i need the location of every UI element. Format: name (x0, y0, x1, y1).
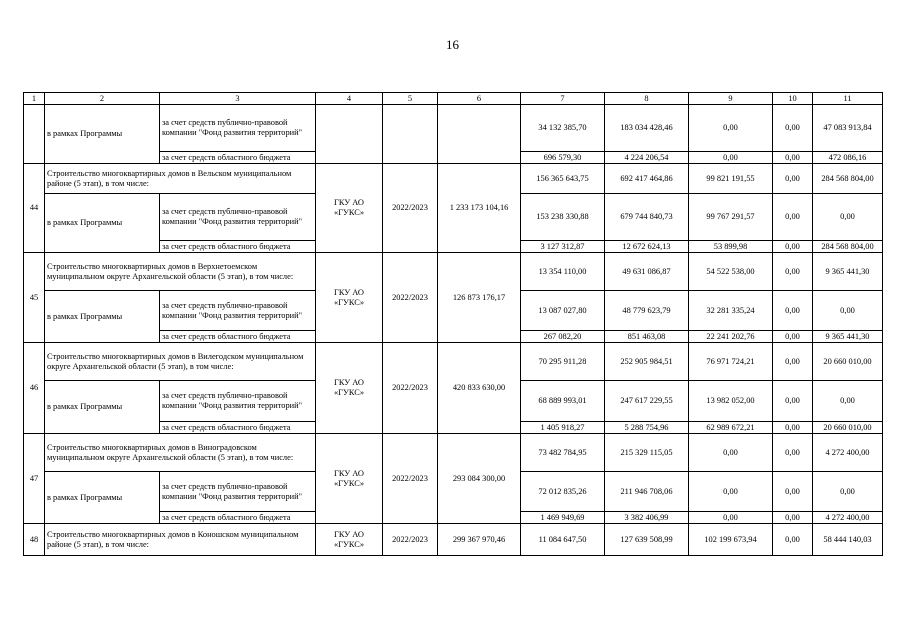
total-cost: 299 367 970,46 (438, 524, 521, 556)
executor: ГКУ АО «ГУКС» (316, 343, 383, 434)
amount-cell: 12 672 624,13 (605, 241, 689, 253)
amount-cell: 215 329 115,05 (605, 434, 689, 472)
table-row (24, 253, 883, 291)
program-label: в рамках Программы (45, 291, 160, 343)
amount-cell: 5 288 754,96 (605, 422, 689, 434)
amount-cell: 9 365 441,30 (813, 253, 883, 291)
project-title: Строительство многоквартирных домов в Вельском муниципальном районе (5 этап), в том числе: (45, 164, 316, 194)
table-row (24, 164, 883, 194)
table-row (24, 524, 883, 556)
amount-cell: 0,00 (773, 164, 813, 194)
amount-cell: 99 767 291,57 (689, 194, 773, 241)
column-number: 7 (521, 93, 605, 105)
amount-cell: 54 522 538,00 (689, 253, 773, 291)
table-row (24, 434, 883, 472)
column-number-row (24, 93, 883, 105)
regional-source-label: за счет средств областного бюджета (160, 331, 316, 343)
project-title: Строительство многоквартирных домов в Вилегодском муниципальном округе Архангельской области (5 этап), в том числе: (45, 343, 316, 381)
amount-cell: 68 889 993,01 (521, 381, 605, 422)
executor: ГКУ АО «ГУКС» (316, 524, 383, 556)
amount-cell: 0,00 (773, 343, 813, 381)
amount-cell: 0,00 (689, 152, 773, 164)
column-number: 8 (605, 93, 689, 105)
row-number: 44 (24, 164, 45, 253)
executor: ГКУ АО «ГУКС» (316, 164, 383, 253)
executor: ГКУ АО «ГУКС» (316, 434, 383, 524)
fund-source-label: за счет средств публично-правовой компании "Фонд развития территорий" (160, 194, 316, 241)
program-label: в рамках Программы (45, 194, 160, 253)
table-row (24, 105, 883, 152)
amount-cell: 73 482 784,95 (521, 434, 605, 472)
amount-cell: 13 354 110,00 (521, 253, 605, 291)
amount-cell: 692 417 464,86 (605, 164, 689, 194)
amount-cell: 247 617 229,55 (605, 381, 689, 422)
column-number: 5 (383, 93, 438, 105)
column-number: 2 (45, 93, 160, 105)
amount-cell: 267 082,20 (521, 331, 605, 343)
amount-cell: 22 241 202,76 (689, 331, 773, 343)
amount-cell: 0,00 (773, 472, 813, 512)
table-row (24, 343, 883, 381)
amount-cell: 62 989 672,21 (689, 422, 773, 434)
amount-cell: 0,00 (813, 291, 883, 331)
amount-cell: 13 982 052,00 (689, 381, 773, 422)
total-cost: 293 084 300,00 (438, 434, 521, 524)
amount-cell: 1 405 918,27 (521, 422, 605, 434)
amount-cell: 32 281 335,24 (689, 291, 773, 331)
column-number: 9 (689, 93, 773, 105)
column-number: 10 (773, 93, 813, 105)
amount-cell: 0,00 (689, 434, 773, 472)
regional-source-label: за счет средств областного бюджета (160, 241, 316, 253)
amount-cell: 72 012 835,26 (521, 472, 605, 512)
column-number: 1 (24, 93, 45, 105)
regional-source-label: за счет средств областного бюджета (160, 422, 316, 434)
amount-cell: 0,00 (773, 253, 813, 291)
amount-cell: 183 034 428,46 (605, 105, 689, 152)
amount-cell: 34 132 385,70 (521, 105, 605, 152)
total-cost: 420 833 630,00 (438, 343, 521, 434)
amount-cell: 102 199 673,94 (689, 524, 773, 556)
amount-cell: 0,00 (773, 241, 813, 253)
amount-cell: 48 779 623,79 (605, 291, 689, 331)
column-number: 6 (438, 93, 521, 105)
amount-cell: 696 579,30 (521, 152, 605, 164)
row-number: 47 (24, 434, 45, 524)
amount-cell: 53 899,98 (689, 241, 773, 253)
financing-table (23, 92, 883, 556)
regional-source-label: за счет средств областного бюджета (160, 512, 316, 524)
amount-cell: 47 083 913,84 (813, 105, 883, 152)
column-number: 4 (316, 93, 383, 105)
executor: ГКУ АО «ГУКС» (316, 253, 383, 343)
amount-cell: 0,00 (773, 512, 813, 524)
amount-cell: 0,00 (689, 105, 773, 152)
amount-cell: 679 744 840,73 (605, 194, 689, 241)
fund-source-label: за счет средств публично-правовой компании "Фонд развития территорий" (160, 291, 316, 331)
amount-cell: 0,00 (773, 422, 813, 434)
column-number: 3 (160, 93, 316, 105)
amount-cell: 3 127 312,87 (521, 241, 605, 253)
program-label: в рамках Программы (45, 381, 160, 434)
row-number: 48 (24, 524, 45, 556)
amount-cell: 0,00 (773, 194, 813, 241)
amount-cell: 49 631 086,87 (605, 253, 689, 291)
amount-cell: 851 463,08 (605, 331, 689, 343)
row-number: 46 (24, 343, 45, 434)
period: 2022/2023 (383, 434, 438, 524)
amount-cell: 0,00 (773, 105, 813, 152)
row-number: 45 (24, 253, 45, 343)
amount-cell: 9 365 441,30 (813, 331, 883, 343)
page-number: 16 (446, 37, 459, 52)
amount-cell: 0,00 (773, 524, 813, 556)
amount-cell: 252 905 984,51 (605, 343, 689, 381)
amount-cell: 0,00 (813, 472, 883, 512)
amount-cell: 284 568 804,00 (813, 241, 883, 253)
amount-cell: 0,00 (773, 434, 813, 472)
amount-cell: 0,00 (813, 381, 883, 422)
amount-cell: 284 568 804,00 (813, 164, 883, 194)
amount-cell: 99 821 191,55 (689, 164, 773, 194)
amount-cell: 0,00 (773, 291, 813, 331)
amount-cell: 70 295 911,28 (521, 343, 605, 381)
amount-cell: 3 382 406,99 (605, 512, 689, 524)
fund-source-label: за счет средств публично-правовой компании "Фонд развития территорий" (160, 105, 316, 152)
amount-cell: 11 084 647,50 (521, 524, 605, 556)
program-label: в рамках Программы (45, 472, 160, 524)
period: 2022/2023 (383, 253, 438, 343)
amount-cell: 153 238 330,88 (521, 194, 605, 241)
total-cost: 126 873 176,17 (438, 253, 521, 343)
amount-cell: 4 224 206,54 (605, 152, 689, 164)
amount-cell: 0,00 (689, 472, 773, 512)
period: 2022/2023 (383, 164, 438, 253)
amount-cell: 20 660 010,00 (813, 343, 883, 381)
period: 2022/2023 (383, 524, 438, 556)
amount-cell: 0,00 (773, 331, 813, 343)
period: 2022/2023 (383, 343, 438, 434)
program-label: в рамках Программы (45, 105, 160, 164)
amount-cell: 0,00 (773, 152, 813, 164)
amount-cell: 156 365 643,75 (521, 164, 605, 194)
amount-cell: 0,00 (773, 381, 813, 422)
amount-cell: 58 444 140,03 (813, 524, 883, 556)
amount-cell: 0,00 (689, 512, 773, 524)
project-title: Строительство многоквартирных домов в Верхнетоемском муниципальном округе Архангельской области (5 этап), в том числе: (45, 253, 316, 291)
amount-cell: 4 272 400,00 (813, 434, 883, 472)
fund-source-label: за счет средств публично-правовой компании "Фонд развития территорий" (160, 472, 316, 512)
amount-cell: 76 971 724,21 (689, 343, 773, 381)
amount-cell: 0,00 (813, 194, 883, 241)
amount-cell: 4 272 400,00 (813, 512, 883, 524)
amount-cell: 13 087 027,80 (521, 291, 605, 331)
fund-source-label: за счет средств публично-правовой компании "Фонд развития территорий" (160, 381, 316, 422)
amount-cell: 211 946 708,06 (605, 472, 689, 512)
column-number: 11 (813, 93, 883, 105)
project-title: Строительство многоквартирных домов в Коношском муниципальном районе (5 этап), в том числе: (45, 524, 316, 556)
total-cost: 1 233 173 104,16 (438, 164, 521, 253)
amount-cell: 20 660 010,00 (813, 422, 883, 434)
amount-cell: 1 469 949,69 (521, 512, 605, 524)
amount-cell: 472 086,16 (813, 152, 883, 164)
amount-cell: 127 639 508,99 (605, 524, 689, 556)
project-title: Строительство многоквартирных домов в Виноградовском муниципальном округе Архангельской области (5 этап), в том числе: (45, 434, 316, 472)
regional-source-label: за счет средств областного бюджета (160, 152, 316, 164)
